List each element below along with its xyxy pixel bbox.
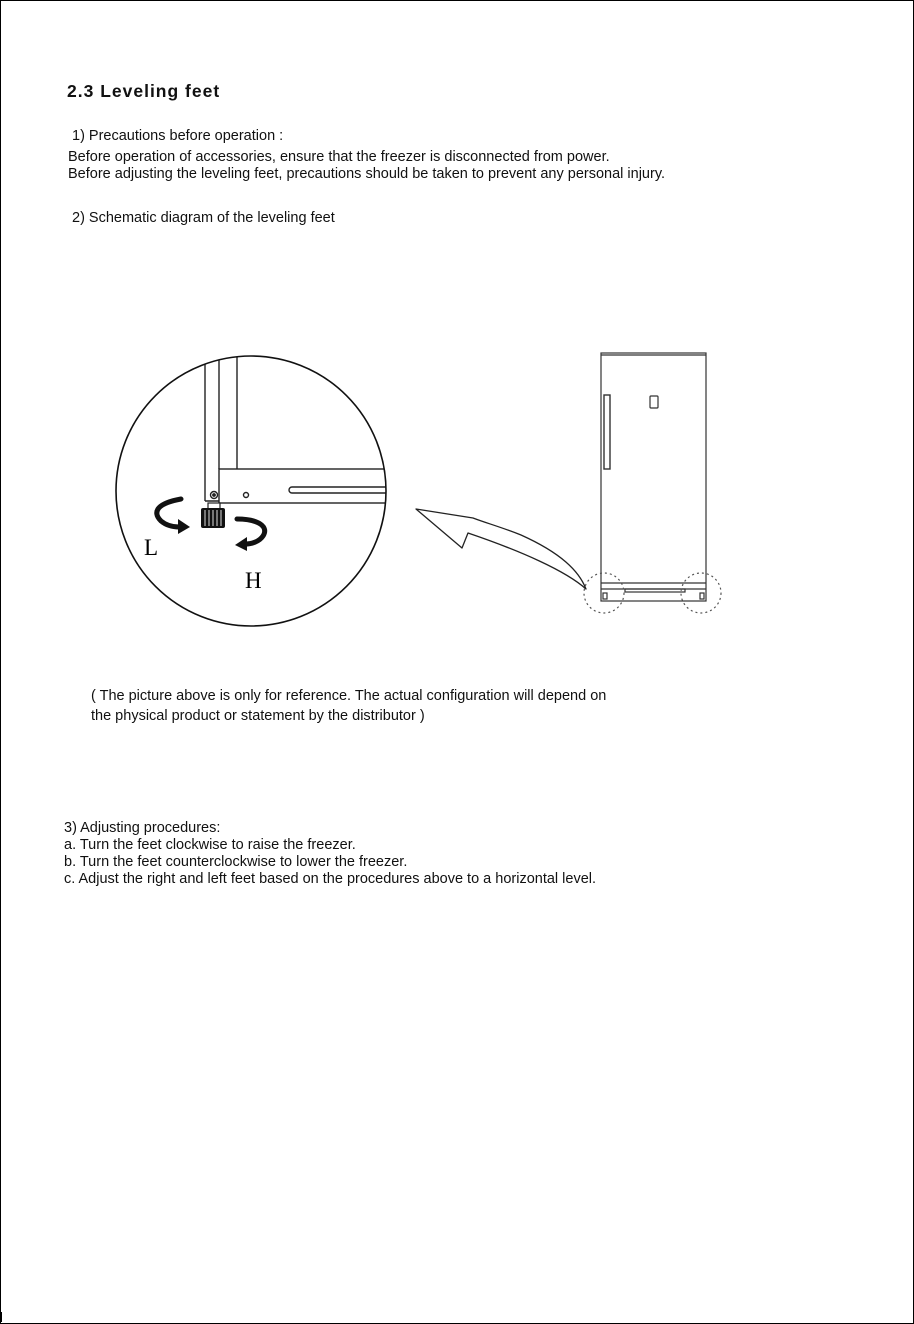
leveling-foot-icon	[201, 503, 225, 528]
label-high: H	[245, 568, 262, 593]
leveling-feet-diagram	[1, 331, 913, 631]
rotate-raise-arrow-icon	[235, 519, 265, 551]
procedures-title: 3) Adjusting procedures:	[64, 820, 221, 836]
precaution-line-2: Before adjusting the leveling feet, precautions should be taken to prevent any personal injury.	[68, 166, 666, 182]
procedure-step-c: c. Adjust the right and left feet based on the procedures above to a horizontal level.	[64, 871, 597, 887]
corner-mark	[1, 1312, 12, 1322]
precautions-title: 1) Precautions before operation :	[72, 128, 284, 144]
schematic-title: 2) Schematic diagram of the leveling feet	[72, 210, 335, 226]
reference-note-line-1: ( The picture above is only for reference. The actual configuration will depend on	[91, 688, 607, 704]
pointer-arrow-icon	[416, 509, 586, 589]
rotate-lower-arrow-icon	[157, 499, 190, 534]
procedure-step-a: a. Turn the feet clockwise to raise the freezer.	[64, 837, 356, 853]
section-heading: 2.3 Leveling feet	[67, 81, 221, 101]
reference-note-line-2: the physical product or statement by the distributor )	[91, 708, 425, 724]
magnified-foot-detail	[116, 331, 399, 626]
procedure-step-b: b. Turn the feet counterclockwise to lower the freezer.	[64, 854, 408, 870]
label-low: L	[144, 535, 159, 560]
freezer-overview-icon	[584, 353, 721, 613]
precaution-line-1: Before operation of accessories, ensure that the freezer is disconnected from power.	[68, 149, 610, 165]
